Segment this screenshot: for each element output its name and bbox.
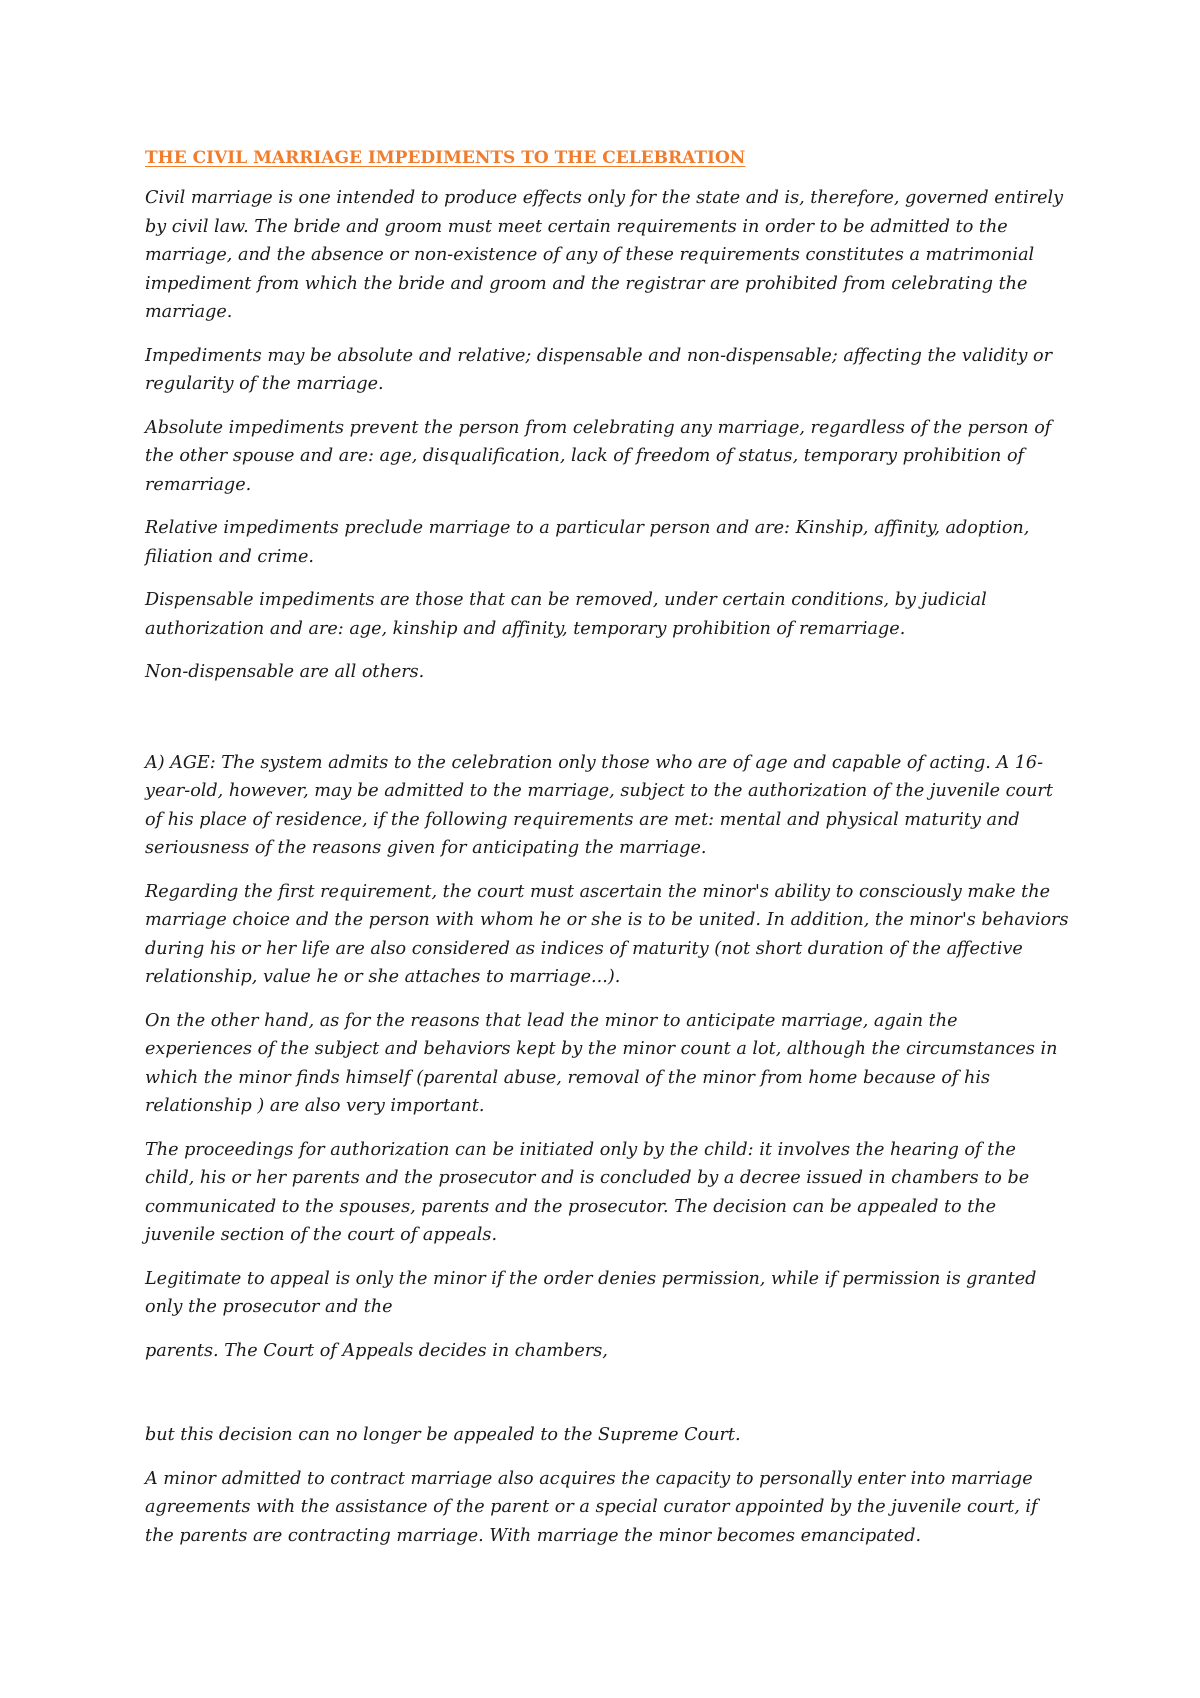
paragraph-civil-marriage: Civil marriage is one intended to produce effects only for the state and is, therefore, governed entirely by civil law. The bride and groom must meet certain requirements in order to be admitted to the marriage, and the absence or non-existence of any of these requirements constitutes a matrimonial impediment from which the bride and groom and the registrar are prohibited from celebrating the marriage. (145, 188, 1064, 322)
paragraph-non-dispensable: Non-dispensable are all others. (145, 662, 425, 682)
paragraph-legitimate-appeal: Legitimate to appeal is only the minor if the order denies permission, while if permission is granted only the prosecutor and the (145, 1268, 1037, 1317)
paragraph-emancipation: A minor admitted to contract marriage also acquires the capacity to personally enter into marriage agreements with the assistance of the parent or a special curator appointed by the juvenile court, if the parents are contracting marriage. With marriage the minor becomes emancipated. (145, 1468, 1038, 1546)
document-body (145, 146, 1070, 1565)
paragraph-first-requirement: Regarding the first requirement, the court must ascertain the minor's ability to consciously make the marriage choice and the person with whom he or she is to be united. In addition, the minor's behaviors during his or her life are also considered as indices of maturity (not short duration of the affective relationship, value he or she attaches to marriage...). (145, 881, 1069, 987)
paragraph-age: A) AGE: The system admits to the celebration only those who are of age and capable of acting. A 16-year-old, however, may be admitted to the marriage, subject to the authorization of the juvenile court of his place of residence, if the following requirements are met: mental and physical maturity and seriousness of the reasons given for anticipating the marriage. (145, 752, 1053, 858)
paragraph-dispensable-impediments: Dispensable impediments are those that can be removed, under certain conditions, by judicial authorization and are: age, kinship and affinity, temporary prohibition of remarriage. (145, 590, 987, 639)
paragraph-supreme-court: but this decision can no longer be appealed to the Supreme Court. (145, 1425, 741, 1445)
paragraph-absolute-impediments: Absolute impediments prevent the person from celebrating any marriage, regardless of the person of the other spouse and are: age, disqualification, lack of freedom of status, temporary prohibition of remarriage. (145, 417, 1052, 495)
document-title: THE CIVIL MARRIAGE IMPEDIMENTS TO THE CELEBRATION (145, 148, 746, 168)
paragraph-court-of-appeals: parents. The Court of Appeals decides in chambers, (145, 1340, 608, 1361)
paragraph-proceedings: The proceedings for authorization can be initiated only by the child: it involves the hearing of the child, his or her parents and the prosecutor and is concluded by a decree issued in chambers to be communicated to the spouses, parents and the prosecutor. The decision can be appealed to the juvenile section of the court of appeals. (145, 1139, 1030, 1245)
paragraph-impediment-types: Impediments may be absolute and relative; dispensable and non-dispensable; affecting the validity or regularity of the marriage. (145, 345, 1053, 394)
paragraph-relative-impediments: Relative impediments preclude marriage to a particular person and are: Kinship, affinity, adoption, filiation and crime. (145, 518, 1030, 567)
paragraph-reasons: On the other hand, as for the reasons that lead the minor to anticipate marriage, again the experiences of the subject and behaviors kept by the minor count a lot, although the circumstances in which the minor finds himself (parental abuse, removal of the minor from home because of his relationship ) are also very important. (145, 1010, 1058, 1116)
